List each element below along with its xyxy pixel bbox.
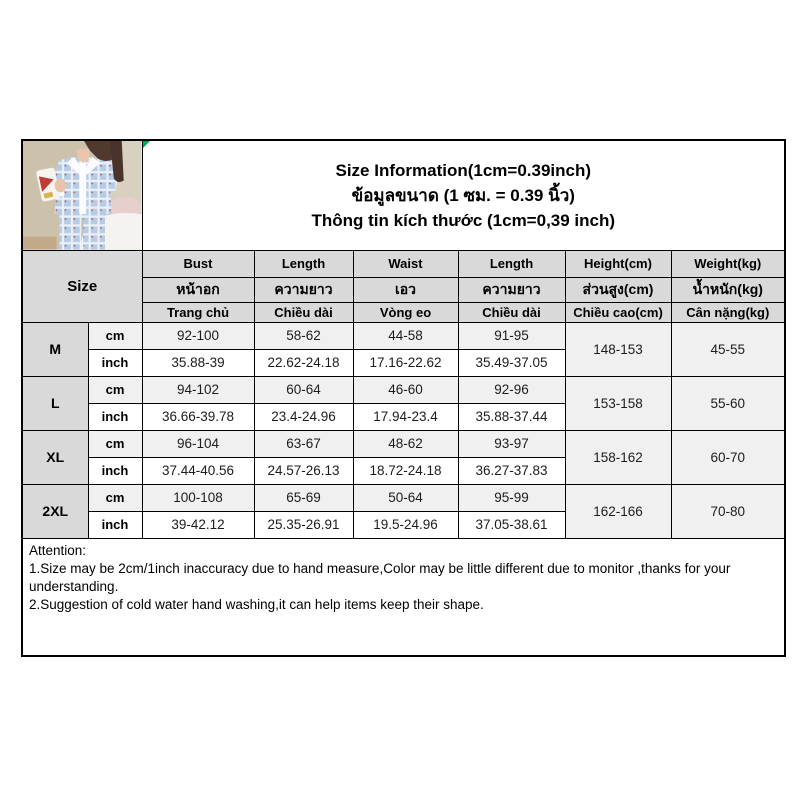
header-length2-vi: Chiều dài: [458, 302, 565, 322]
l-length1-cm: 60-64: [254, 376, 353, 403]
xl-length2-inch: 36.27-37.83: [458, 457, 565, 484]
2xl-waist-inch: 19.5-24.96: [353, 511, 458, 538]
m-bust-cm: 92-100: [142, 322, 254, 349]
title-english: Size Information(1cm=0.39inch): [335, 160, 592, 180]
xl-bust-cm: 96-104: [142, 430, 254, 457]
header-height-th: ส่วนสูง(cm): [565, 277, 671, 302]
size-column-header: Size: [22, 250, 142, 322]
xl-length1-inch: 24.57-26.13: [254, 457, 353, 484]
m-waist-cm: 44-58: [353, 322, 458, 349]
header-weight-th: น้ำหนัก(kg): [671, 277, 785, 302]
attention-line1: 1.Size may be 2cm/1inch inaccuracy due to hand measure,Color may be little different due to monitor ,thanks for your understanding.: [29, 560, 731, 594]
header-bust-vi: Trang chủ: [142, 302, 254, 322]
size-label-l: L: [22, 376, 88, 430]
pajama-model-illustration: [23, 141, 142, 250]
size-info-title-block: [142, 140, 785, 250]
l-bust-cm: 94-102: [142, 376, 254, 403]
unit-inch: inch: [88, 457, 142, 484]
xl-waist-inch: 18.72-24.18: [353, 457, 458, 484]
header-bust-th: หน้าอก: [142, 277, 254, 302]
l-waist-cm: 46-60: [353, 376, 458, 403]
attention-line2: 2.Suggestion of cold water hand washing,it can help items keep their shape.: [29, 596, 484, 612]
header-waist-th: เอว: [353, 277, 458, 302]
header-length2-th: ความยาว: [458, 277, 565, 302]
header-length1-en: Length: [254, 250, 353, 277]
product-photo: [22, 140, 142, 250]
xl-bust-inch: 37.44-40.56: [142, 457, 254, 484]
attention-note: [22, 538, 785, 656]
header-weight-en: Weight(kg): [671, 250, 785, 277]
m-waist-inch: 17.16-22.62: [353, 349, 458, 376]
size-label-xl: XL: [22, 430, 88, 484]
green-corner-marker-icon: [143, 141, 150, 148]
m-length2-inch: 35.49-37.05: [458, 349, 565, 376]
m-length1-cm: 58-62: [254, 322, 353, 349]
2xl-bust-inch: 39-42.12: [142, 511, 254, 538]
unit-cm: cm: [88, 484, 142, 511]
m-height: 148-153: [565, 322, 671, 376]
xl-length1-cm: 63-67: [254, 430, 353, 457]
unit-cm: cm: [88, 430, 142, 457]
header-bust-en: Bust: [142, 250, 254, 277]
xl-length2-cm: 93-97: [458, 430, 565, 457]
l-length2-inch: 35.88-37.44: [458, 403, 565, 430]
header-waist-vi: Vòng eo: [353, 302, 458, 322]
xl-waist-cm: 48-62: [353, 430, 458, 457]
unit-cm: cm: [88, 322, 142, 349]
unit-inch: inch: [88, 349, 142, 376]
xl-weight: 60-70: [671, 430, 785, 484]
unit-inch: inch: [88, 511, 142, 538]
2xl-bust-cm: 100-108: [142, 484, 254, 511]
2xl-waist-cm: 50-64: [353, 484, 458, 511]
header-length2-en: Length: [458, 250, 565, 277]
header-weight-vi: Cân nặng(kg): [671, 302, 785, 322]
l-weight: 55-60: [671, 376, 785, 430]
header-waist-en: Waist: [353, 250, 458, 277]
m-length1-inch: 22.62-24.18: [254, 349, 353, 376]
2xl-length2-cm: 95-99: [458, 484, 565, 511]
attention-title: Attention:: [29, 542, 87, 558]
size-label-m: M: [22, 322, 88, 376]
header-height-vi: Chiều cao(cm): [565, 302, 671, 322]
l-length1-inch: 23.4-24.96: [254, 403, 353, 430]
l-height: 153-158: [565, 376, 671, 430]
2xl-height: 162-166: [565, 484, 671, 538]
unit-inch: inch: [88, 403, 142, 430]
l-bust-inch: 36.66-39.78: [142, 403, 254, 430]
unit-cm: cm: [88, 376, 142, 403]
2xl-length1-cm: 65-69: [254, 484, 353, 511]
header-length1-vi: Chiều dài: [254, 302, 353, 322]
2xl-length2-inch: 37.05-38.61: [458, 511, 565, 538]
m-length2-cm: 91-95: [458, 322, 565, 349]
size-label-2xl: 2XL: [22, 484, 88, 538]
l-waist-inch: 17.94-23.4: [353, 403, 458, 430]
l-length2-cm: 92-96: [458, 376, 565, 403]
title-thai: ข้อมูลขนาด (1 ซม. = 0.39 นิ้ว): [351, 185, 575, 205]
2xl-weight: 70-80: [671, 484, 785, 538]
2xl-length1-inch: 25.35-26.91: [254, 511, 353, 538]
size-table: [21, 139, 786, 657]
title-vietnamese: Thông tin kích thước (1cm=0,39 inch): [311, 210, 616, 230]
m-bust-inch: 35.88-39: [142, 349, 254, 376]
header-height-en: Height(cm): [565, 250, 671, 277]
header-length1-th: ความยาว: [254, 277, 353, 302]
xl-height: 158-162: [565, 430, 671, 484]
m-weight: 45-55: [671, 322, 785, 376]
